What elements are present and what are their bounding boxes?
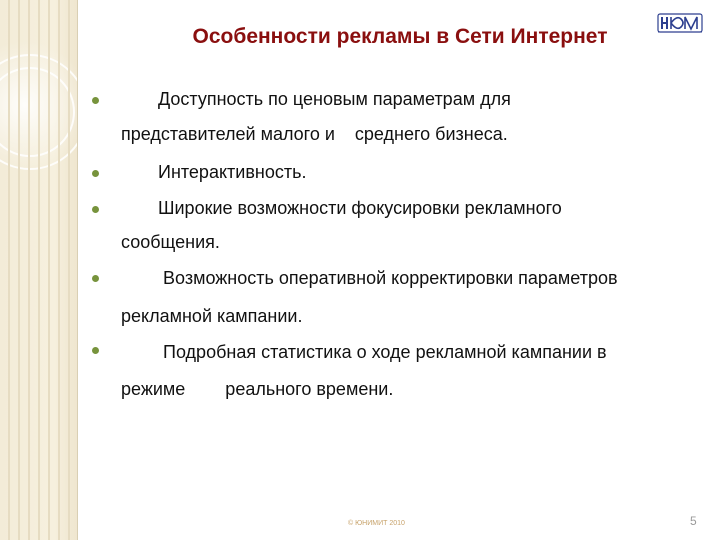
bullet-5-line-1: Подробная статистика о ходе рекламной кампании в	[163, 342, 607, 362]
slide-title: Особенности рекламы в Сети Интернет	[192, 25, 608, 48]
bullet-icon	[92, 206, 99, 213]
bullet-icon	[92, 170, 99, 177]
bullet-icon	[92, 275, 99, 282]
bullet-3-line-2: сообщения.	[121, 232, 220, 252]
bullet-5-line-2: режиме реального времени.	[121, 379, 394, 399]
bullet-4-line-2: рекламной кампании.	[121, 306, 303, 326]
bullet-icon	[92, 97, 99, 104]
slide-number: 5	[690, 514, 697, 528]
bullet-3-line-1: Широкие возможности фокусировки рекламного	[158, 198, 562, 218]
bullet-icon	[92, 347, 99, 354]
bullet-1-line-2: представителей малого и среднего бизнеса.	[121, 124, 508, 144]
bullet-2-line-1: Интерактивность.	[158, 162, 307, 182]
bullet-1-line-1: Доступность по ценовым параметрам для	[158, 89, 511, 109]
bullet-4-line-1: Возможность оперативной корректировки параметров	[163, 268, 618, 288]
footer-copyright: © ЮНИМИТ 2010	[348, 520, 405, 527]
